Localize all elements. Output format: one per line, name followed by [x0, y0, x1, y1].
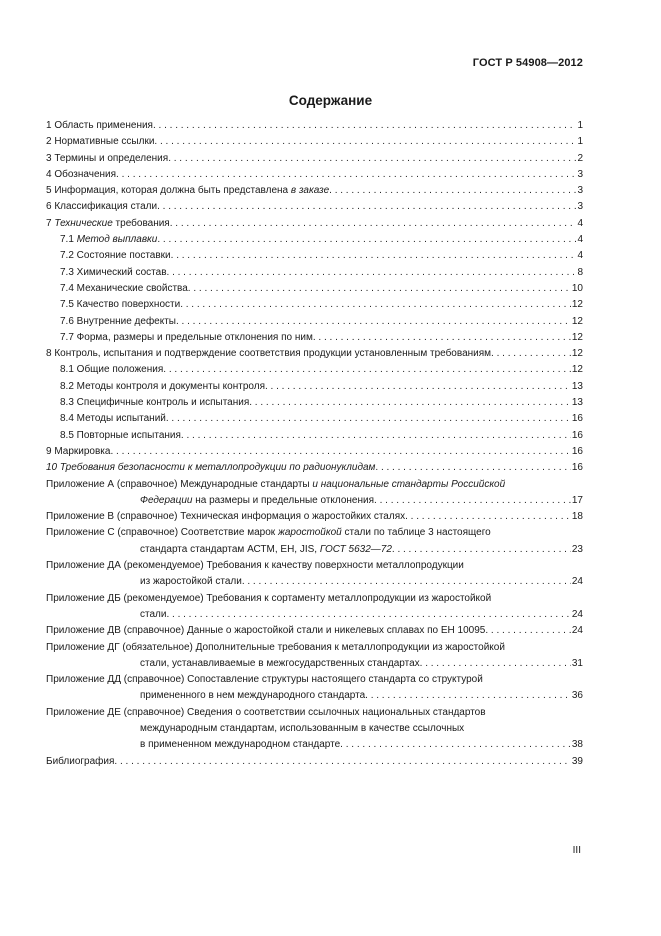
toc-subentry[interactable]: 7.3 Химический состав . . . 8 [46, 265, 583, 281]
toc-entry[interactable]: 4 Обозначения . . . 3 [46, 167, 583, 183]
toc-appendix-dd[interactable]: Приложение ДД (справочное) Сопоставление структуры настоящего стандарта со структурой примененного в нем международного стандарта . . . 36 [46, 672, 583, 705]
toc-subentry[interactable]: 7.7 Форма, размеры и предельные отклонения по ним . . . 12 [46, 330, 583, 346]
toc-subentry[interactable]: 8.3 Специфичные контроль и испытания . . . 13 [46, 395, 583, 411]
toc-subentry[interactable]: 8.2 Методы контроля и документы контроля . . . 13 [46, 379, 583, 395]
toc-subentry[interactable]: 7.4 Механические свойства . . . 10 [46, 281, 583, 297]
toc-entry[interactable]: 1 Область применения . . . 1 [46, 118, 583, 134]
toc-entry[interactable]: 3 Термины и определения . . . 2 [46, 151, 583, 167]
toc-appendix-dg[interactable]: Приложение ДГ (обязательное) Дополнительные требования к металлопродукции из жаростойкой стали, устанавливаемые в межгосударственных стандартах . . . 31 [46, 640, 583, 673]
page-title: Содержание [288, 93, 373, 108]
toc-subentry[interactable]: 8.4 Методы испытаний . . . 16 [46, 411, 583, 427]
toc-bibliography[interactable]: Библиография . . . 39 [46, 754, 583, 770]
toc-entry[interactable]: 5 Информация, которая должна быть представлена в заказе . . . 3 [46, 183, 583, 199]
toc-appendix-dv[interactable]: Приложение ДВ (справочное) Данные о жаростойкой стали и никелевых сплавах по ЕН 10095 . . . 24 [46, 623, 583, 639]
table-of-contents [46, 118, 583, 770]
toc-appendix-b[interactable]: Приложение В (справочное) Техническая информация о жаростойких сталях . . . 18 [46, 509, 583, 525]
toc-entry[interactable]: 10 Требования безопасности к металлопродукции по радионуклидам . . . 16 [46, 460, 583, 476]
toc-entry[interactable]: 7 Технические требования . . . 4 [46, 216, 583, 232]
toc-subentry[interactable]: 8.5 Повторные испытания . . . 16 [46, 428, 583, 444]
toc-subentry[interactable]: 7.6 Внутренние дефекты . . . 12 [46, 314, 583, 330]
toc-subentry[interactable]: 7.2 Состояние поставки . . . 4 [46, 248, 583, 264]
toc-entry[interactable]: 9 Маркировка . . . 16 [46, 444, 583, 460]
toc-entry[interactable]: 2 Нормативные ссылки . . . 1 [46, 134, 583, 150]
toc-appendix-da[interactable]: Приложение ДА (рекомендуемое) Требования к качеству поверхности металлопродукции из жаростойкой стали . . . 24 [46, 558, 583, 591]
standard-designation: ГОСТ Р 54908—2012 [472, 57, 583, 69]
toc-subentry[interactable]: 7.5 Качество поверхности . . . 12 [46, 297, 583, 313]
toc-appendix-de[interactable]: Приложение ДЕ (справочное) Сведения о соответствии ссылочных национальных стандартов международным стандартам, использованным в качестве ссылочных в примененном международном стандарте . . . 38 [46, 705, 583, 754]
toc-subentry[interactable]: 7.1 Метод выплавки . . . 4 [46, 232, 583, 248]
toc-entry[interactable]: 8 Контроль, испытания и подтверждение соответствия продукции установленным требованиям . . . 12 [46, 346, 583, 362]
toc-appendix-db[interactable]: Приложение ДБ (рекомендуемое) Требования к сортаменту металлопродукции из жаростойкой стали . . . 24 [46, 591, 583, 624]
page-number: III [572, 845, 581, 856]
toc-appendix-c[interactable]: Приложение С (справочное) Соответствие марок жаростойкой стали по таблице 3 настоящего стандарта стандартам АСТМ, ЕН, JIS, ГОСТ 5632—72 . . . 23 [46, 525, 583, 558]
toc-entry[interactable]: 6 Классификация стали . . . 3 [46, 199, 583, 215]
toc-appendix-a[interactable]: Приложение А (справочное) Международные стандарты и национальные стандарты Российской Федерации на размеры и предельные отклонения . . . 17 [46, 477, 583, 510]
toc-subentry[interactable]: 8.1 Общие положения . . . 12 [46, 362, 583, 378]
